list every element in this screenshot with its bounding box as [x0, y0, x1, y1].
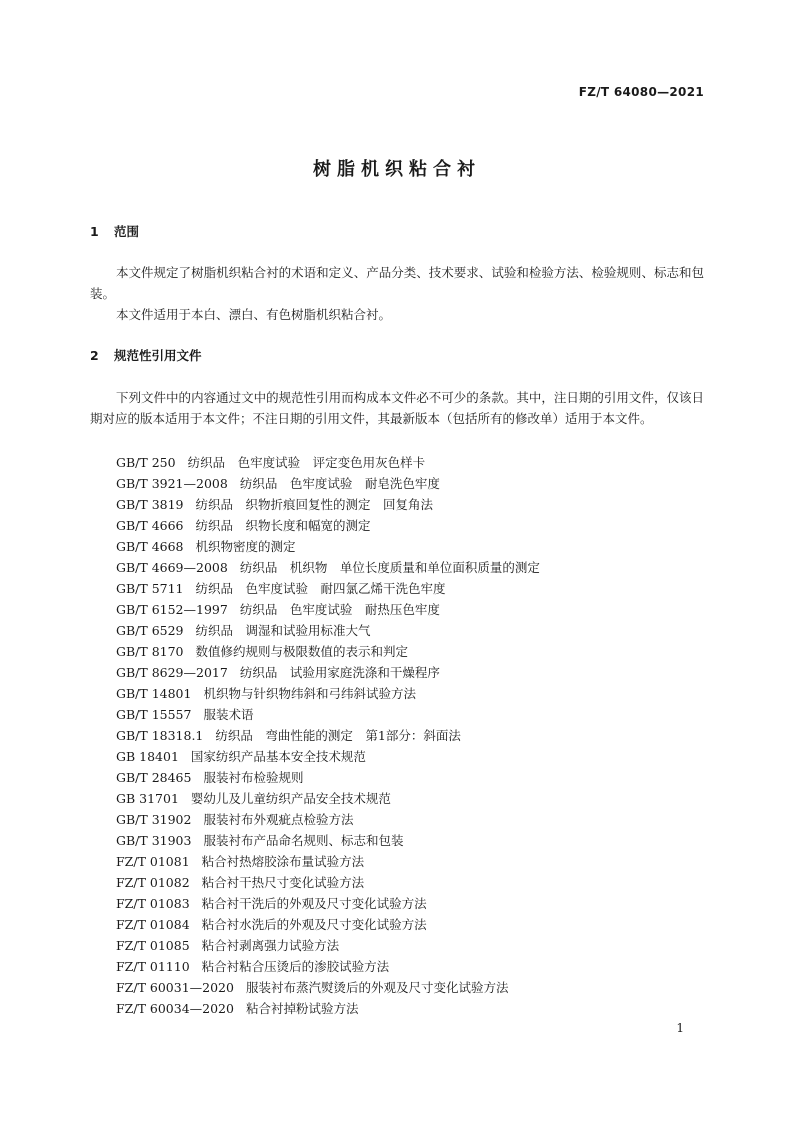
- document-title: 树脂机织粘合衬: [313, 159, 481, 180]
- reference-title: 纺织品 色牢度试验 耐热压色牢度: [239, 602, 440, 617]
- reference-title: 粘合衬掉粉试验方法: [245, 1001, 359, 1016]
- section-2-paragraph-1: 下列文件中的内容通过文中的规范性引用而构成本文件必不可少的条款。其中，注日期的引用文件，仅该日期对应的版本适用于本文件；不注日期的引用文件，其最新版本（包括所有的修改单）适用于本文件。: [90, 390, 704, 426]
- reference-title: 婴幼儿及儿童纺织产品安全技术规范: [190, 791, 391, 806]
- reference-code: GB/T 4669—2008: [116, 560, 228, 575]
- reference-item: [116, 515, 540, 536]
- section-1-heading: [90, 222, 139, 240]
- reference-code: FZ/T 01084: [116, 917, 190, 932]
- reference-title: 粘合衬干热尺寸变化试验方法: [201, 875, 365, 890]
- reference-title: 国家纺织产品基本安全技术规范: [190, 749, 366, 764]
- section-1-paragraph-1: 本文件规定了树脂机织粘合衬的术语和定义、产品分类、技术要求、试验和检验方法、检验规则、标志和包装。: [90, 265, 704, 301]
- reference-title: 粘合衬剥离强力试验方法: [201, 938, 340, 953]
- reference-item: [116, 599, 540, 620]
- reference-title: 机织物与针织物纬斜和弓纬斜试验方法: [203, 686, 416, 701]
- section-number: 2: [90, 348, 99, 363]
- reference-item: [116, 956, 540, 977]
- reference-item: [116, 914, 540, 935]
- reference-title: 服装术语: [203, 707, 254, 722]
- reference-item: [116, 725, 540, 746]
- reference-title: 粘合衬水洗后的外观及尺寸变化试验方法: [201, 917, 427, 932]
- reference-code: FZ/T 01082: [116, 875, 190, 890]
- reference-code: GB 18401: [116, 749, 179, 764]
- reference-code: GB/T 14801: [116, 686, 192, 701]
- reference-item: [116, 998, 540, 1019]
- reference-item: [116, 641, 540, 662]
- section-1-paragraph-2: 本文件适用于本白、漂白、有色树脂机织粘合衬。: [116, 307, 392, 322]
- reference-title: 粘合衬热熔胶涂布量试验方法: [201, 854, 365, 869]
- reference-item: [116, 578, 540, 599]
- reference-title: 纺织品 织物长度和幅宽的测定: [195, 518, 371, 533]
- reference-code: FZ/T 01085: [116, 938, 190, 953]
- reference-title: 数值修约规则与极限数值的表示和判定: [195, 644, 409, 659]
- reference-item: [116, 830, 540, 851]
- reference-item: [116, 620, 540, 641]
- section-2-heading: [90, 346, 202, 364]
- reference-code: GB/T 6529: [116, 623, 184, 638]
- reference-item: [116, 809, 540, 830]
- reference-title: 纺织品 色牢度试验 评定变色用灰色样卡: [187, 455, 426, 470]
- section-title: 规范性引用文件: [114, 348, 202, 363]
- reference-code: GB/T 31902: [116, 812, 192, 827]
- reference-item: [116, 767, 540, 788]
- reference-code: FZ/T 60034—2020: [116, 1001, 234, 1016]
- reference-title: 纺织品 色牢度试验 耐四氯乙烯干洗色牢度: [195, 581, 446, 596]
- reference-code: GB/T 4666: [116, 518, 184, 533]
- reference-code: FZ/T 01110: [116, 959, 190, 974]
- reference-item: [116, 977, 540, 998]
- reference-code: FZ/T 01083: [116, 896, 190, 911]
- section-title: 范围: [114, 224, 140, 239]
- reference-title: 纺织品 织物折痕回复性的测定 回复角法: [195, 497, 434, 512]
- reference-title: 纺织品 机织物 单位长度质量和单位面积质量的测定: [239, 560, 540, 575]
- reference-code: GB/T 3921—2008: [116, 476, 228, 491]
- reference-list: [116, 452, 540, 1019]
- reference-item: [116, 851, 540, 872]
- reference-item: [116, 788, 540, 809]
- reference-item: [116, 746, 540, 767]
- reference-item: [116, 452, 540, 473]
- reference-item: [116, 536, 540, 557]
- reference-code: GB/T 6152—1997: [116, 602, 228, 617]
- reference-title: 机织物密度的测定: [195, 539, 296, 554]
- reference-code: GB/T 31903: [116, 833, 192, 848]
- reference-code: GB 31701: [116, 791, 179, 806]
- reference-code: FZ/T 60031—2020: [116, 980, 234, 995]
- reference-code: GB/T 250: [116, 455, 176, 470]
- reference-title: 粘合衬粘合压烫后的渗胶试验方法: [201, 959, 390, 974]
- reference-title: 纺织品 调湿和试验用标准大气: [195, 623, 371, 638]
- reference-code: GB/T 15557: [116, 707, 192, 722]
- reference-item: [116, 704, 540, 725]
- reference-code: GB/T 18318.1: [116, 728, 204, 743]
- reference-item: [116, 893, 540, 914]
- reference-title: 服装衬布检验规则: [203, 770, 304, 785]
- section-number: 1: [90, 224, 99, 239]
- reference-code: GB/T 5711: [116, 581, 184, 596]
- reference-title: 粘合衬干洗后的外观及尺寸变化试验方法: [201, 896, 427, 911]
- reference-title: 服装衬布外观疵点检验方法: [203, 812, 354, 827]
- reference-title: 纺织品 色牢度试验 耐皂洗色牢度: [239, 476, 440, 491]
- standard-code: FZ/T 64080—2021: [578, 85, 704, 99]
- page-number: 1: [676, 1021, 684, 1035]
- reference-code: GB/T 28465: [116, 770, 192, 785]
- reference-code: GB/T 8629—2017: [116, 665, 228, 680]
- reference-item: [116, 662, 540, 683]
- reference-title: 纺织品 弯曲性能的测定 第1部分：斜面法: [215, 728, 461, 743]
- reference-item: [116, 473, 540, 494]
- reference-code: GB/T 4668: [116, 539, 184, 554]
- reference-item: [116, 872, 540, 893]
- reference-title: 服装衬布蒸汽熨烫后的外观及尺寸变化试验方法: [245, 980, 509, 995]
- reference-code: FZ/T 01081: [116, 854, 190, 869]
- reference-code: GB/T 3819: [116, 497, 184, 512]
- reference-item: [116, 494, 540, 515]
- reference-code: GB/T 8170: [116, 644, 184, 659]
- reference-item: [116, 935, 540, 956]
- reference-title: 纺织品 试验用家庭洗涤和干燥程序: [239, 665, 440, 680]
- reference-item: [116, 683, 540, 704]
- reference-item: [116, 557, 540, 578]
- reference-title: 服装衬布产品命名规则、标志和包装: [203, 833, 404, 848]
